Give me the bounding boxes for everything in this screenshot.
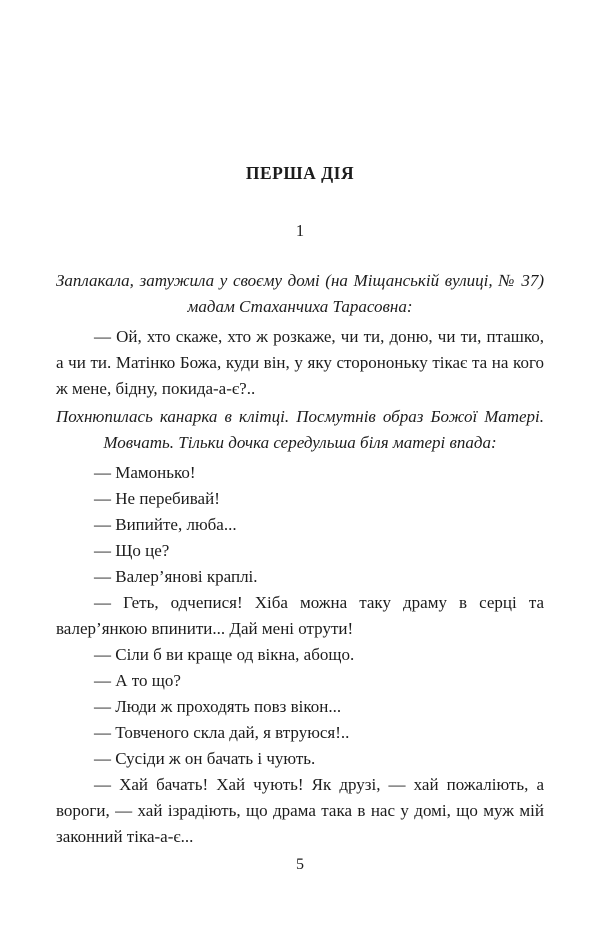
stage-direction: Заплакала, затужила у своєму домі (на Міщанській вулиці, № 37) мадам Стаханчиха Тарасовна: xyxy=(56,271,544,316)
dialogue-line: — Сусіди ж он бачать і чують. xyxy=(94,749,316,768)
dialogue-line: — Хай бачать! Хай чують! Як друзі, — хай пожаліють, а вороги, — хай ізрадіють, що драма така в нас у домі, що муж мій законний тіка-а-є... xyxy=(56,775,544,846)
act-title: ПЕРША ДІЯ xyxy=(245,163,355,183)
page-number: 5 xyxy=(296,856,304,873)
stage-direction: Похнюпилась канарка в клітці. Посмутнів образ Божої Матері. Мовчать. Тільки дочка середульша біля матері впада: xyxy=(56,407,544,452)
dialogue-line: — Товченого скла дай, я втруюся!.. xyxy=(94,723,350,742)
dialogue-line: — Не перебивай! xyxy=(94,489,220,508)
dialogue-line: — Ой, хто скаже, хто ж розкаже, чи ти, доню, чи ти, пташко, а чи ти. Матінко Божа, куди він, у яку сторононьку тікає та на кого ж мене, бідну, покида-а-є?.. xyxy=(56,327,544,398)
dialogue-line: — Сіли б ви краще од вікна, абощо. xyxy=(94,645,355,664)
text-block xyxy=(56,268,544,850)
dialogue-line: — Валер’янові краплі. xyxy=(94,567,258,586)
dialogue-line: — Геть, одчепися! Хіба можна таку драму в серці та валер’янкою впинити... Дай мені отрути! xyxy=(56,593,544,638)
dialogue-line: — А то що? xyxy=(94,671,181,690)
dialogue-line: — Мамонько! xyxy=(94,463,196,482)
dialogue-line: — Що це? xyxy=(94,541,170,560)
dialogue-line: — Випийте, люба... xyxy=(94,515,237,534)
scene-number: 1 xyxy=(295,221,305,240)
dialogue-line: — Люди ж проходять повз вікон... xyxy=(94,697,342,716)
